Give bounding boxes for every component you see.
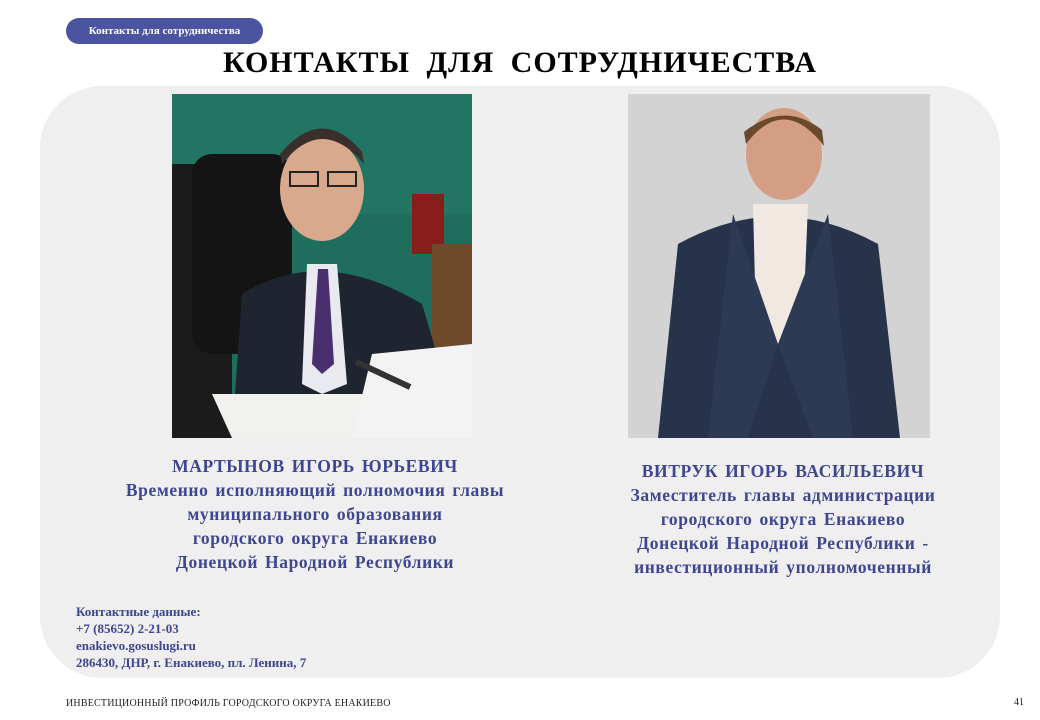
person-name: МАРТЫНОВ ИГОРЬ ЮРЬЕВИЧ	[172, 456, 458, 476]
person-position-line: муниципального образования	[187, 504, 443, 524]
footer-text: ИНВЕСТИЦИОННЫЙ ПРОФИЛЬ ГОРОДСКОГО ОКРУГА ЕНАКИЕВО	[66, 698, 391, 709]
contact-website: enakievo.gosuslugi.ru	[76, 638, 196, 653]
contacts-heading: Контактные данные:	[76, 604, 201, 619]
person-position-line: Донецкой Народной Республики -	[637, 533, 929, 553]
person-position-line: Донецкой Народной Республики	[175, 552, 455, 572]
contact-details	[76, 603, 306, 671]
person-position-line: городского округа Енакиево	[660, 509, 906, 529]
person-position-line: городского округа Енакиево	[192, 528, 438, 548]
person-card-martynov	[60, 454, 570, 574]
person-card-vitruk	[560, 459, 1006, 579]
section-tag: Контакты для сотрудничества	[66, 18, 263, 44]
contact-phone: +7 (85652) 2-21-03	[76, 621, 179, 636]
page-title: КОНТАКТЫ ДЛЯ СОТРУДНИЧЕСТВА	[222, 46, 818, 79]
person-position-line: Временно исполняющий полномочия главы	[125, 480, 505, 500]
portrait-photo-vitruk	[628, 94, 930, 438]
page-number: 41	[1014, 697, 1024, 708]
contact-address: 286430, ДНР, г. Енакиево, пл. Ленина, 7	[76, 655, 307, 670]
person-name: ВИТРУК ИГОРЬ ВАСИЛЬЕВИЧ	[641, 461, 925, 481]
portrait-photo-martynov	[172, 94, 472, 438]
person-position-line: Заместитель главы администрации	[630, 485, 936, 505]
person-position-line: инвестиционный уполномоченный	[634, 557, 932, 577]
